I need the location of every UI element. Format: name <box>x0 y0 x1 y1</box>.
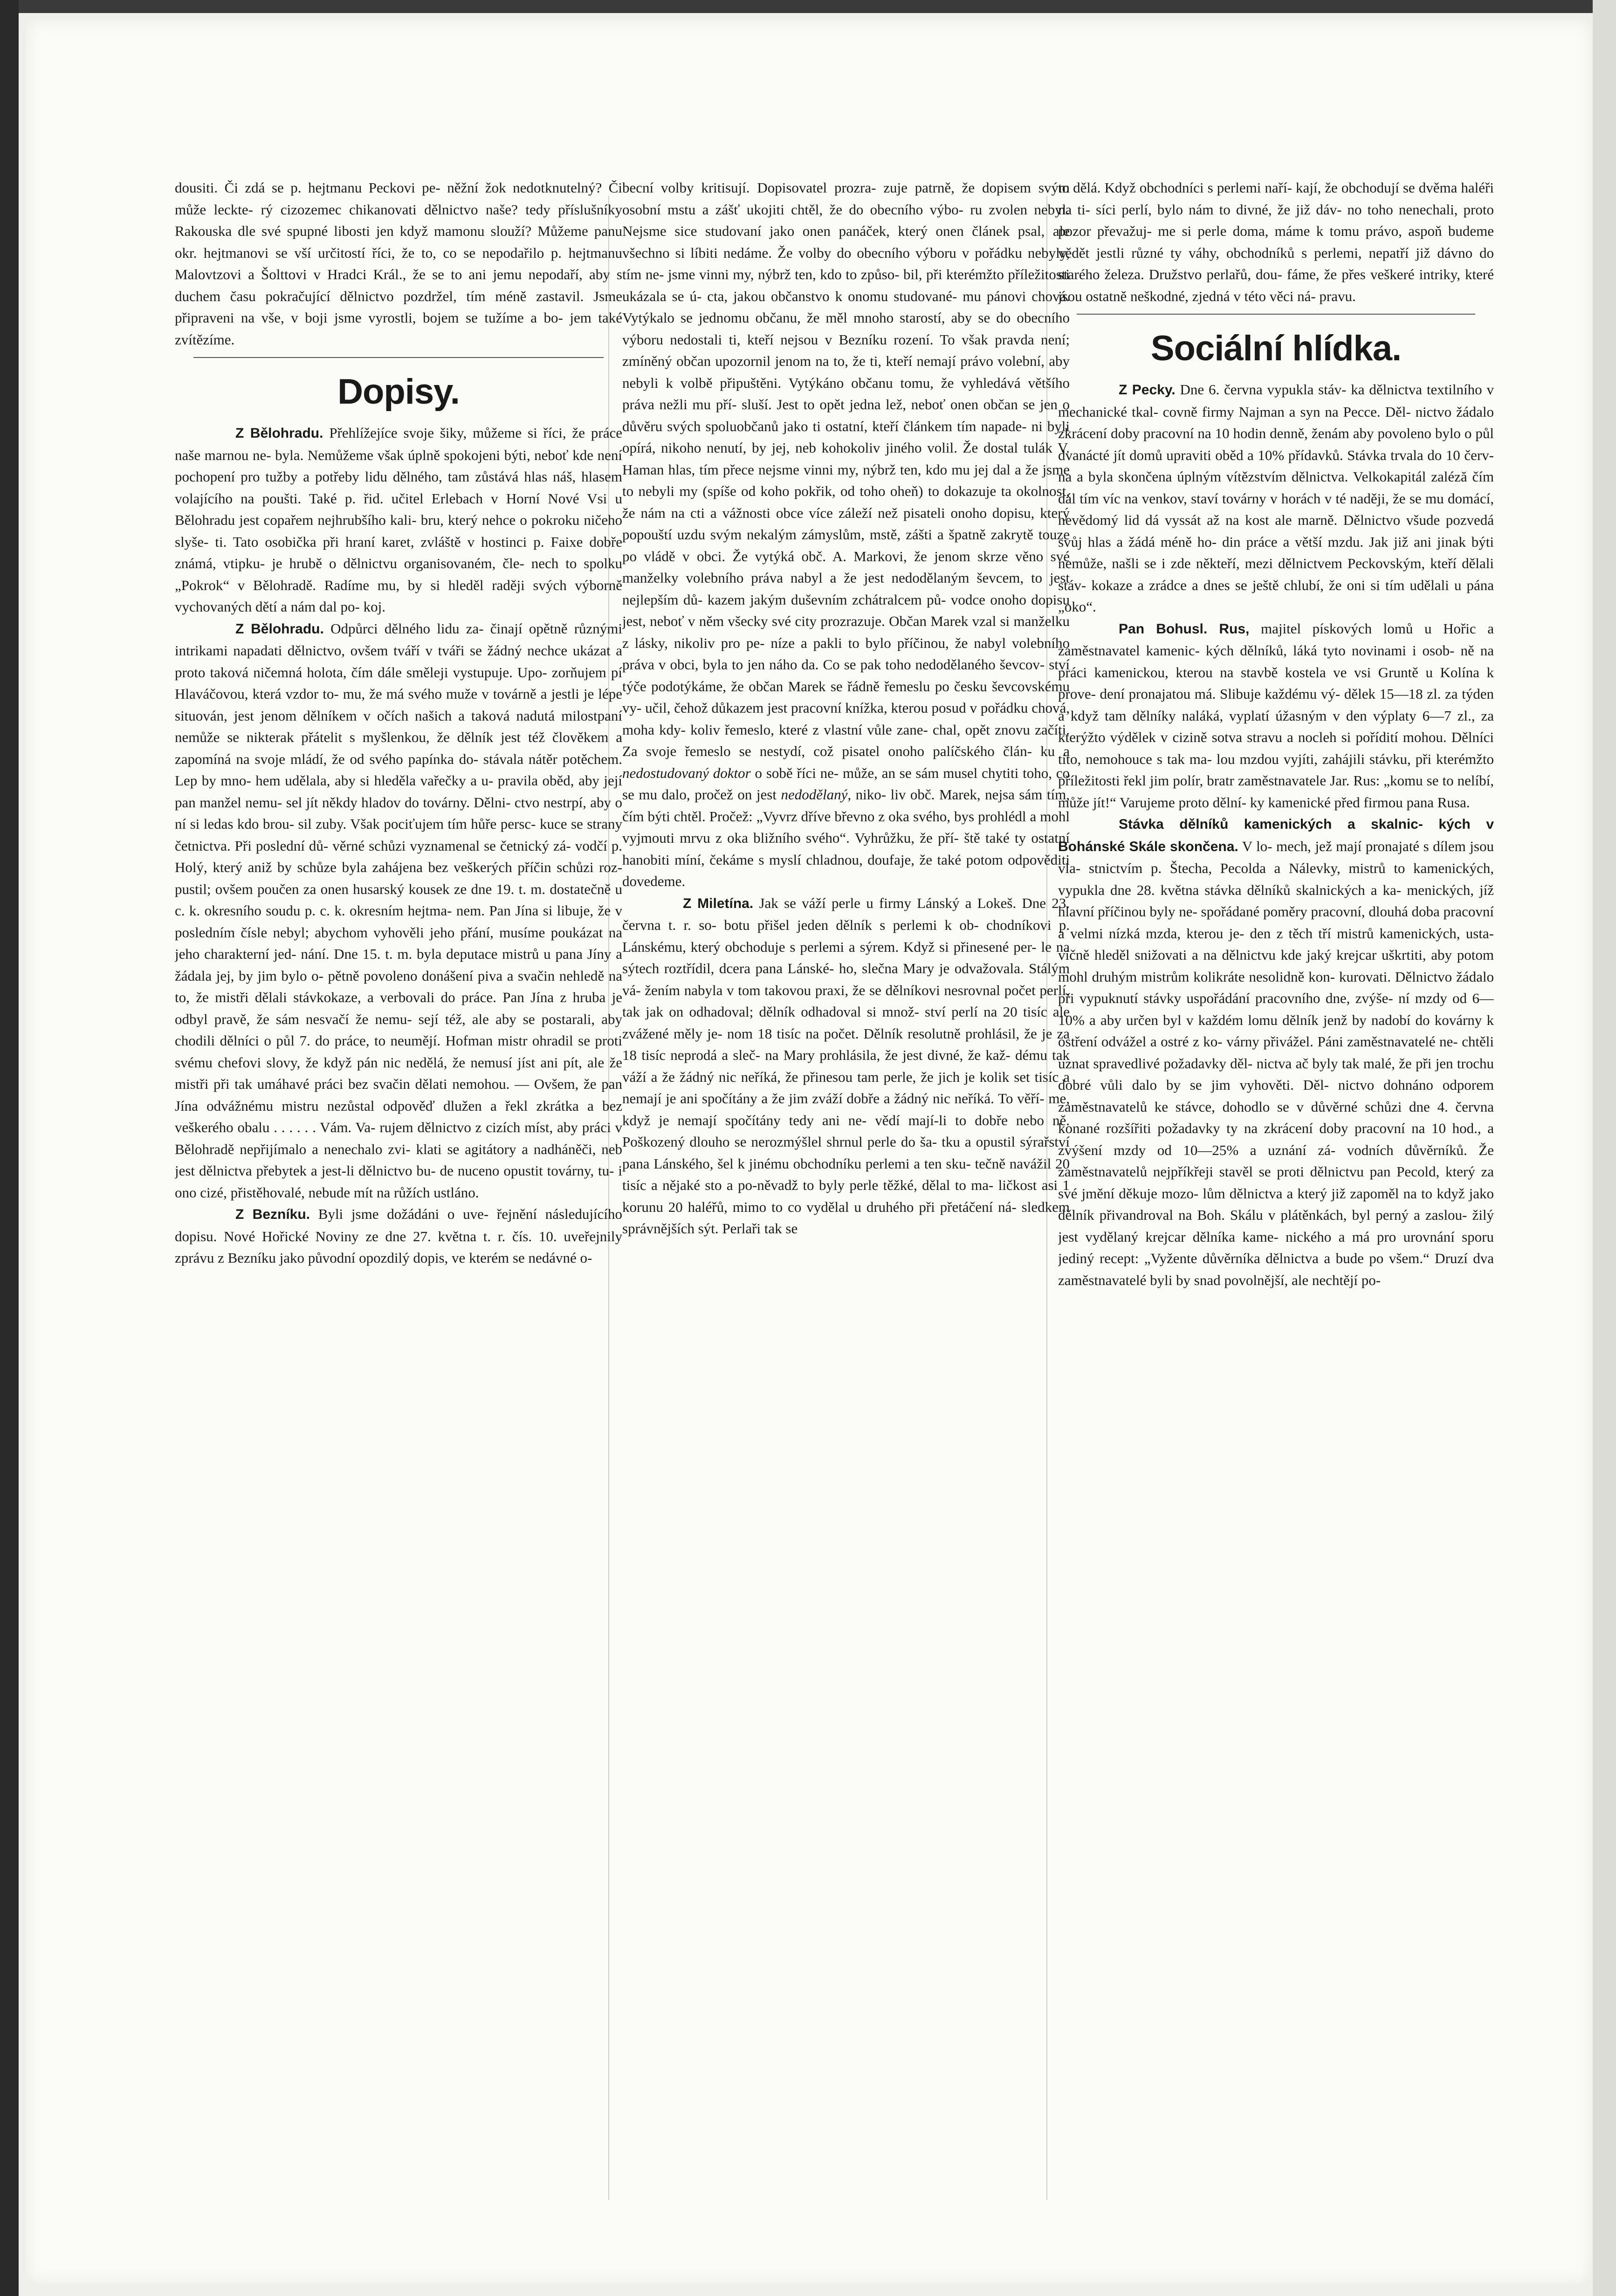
letter-text: Přehlížejíce svoje šiky, můžeme si říci, že práce naše marnou ne- byla. Nemůžeme však úplně spokojeni býti, neboť kde není pochopení pro tužby a potřeby lidu dělného, tam zůstává hlas náš, hlasem volajícího na poušti. Také p. řid. učitel Erlebach v Horní Nové Vsi u Bělohradu jest copařem nejhrubšího kali- bru, který nehce o pokroku ničeho slyše- ti. Tato osobička při hraní karet, zvláště v hostinci p. Faixe dobře známá, vtipku- je hrubě o dělnictvu organisovaném, čle- nech to spolku „Pokrok“ v Bělohradě. Radíme mu, by si hleděl raději svých výborně vychovaných dětí a nám dal po- koj. <box>175 425 622 615</box>
letter-text: o sobě říci ne- může, an se sám musel chytiti toho, co se mu dalo, pročež on jest <box>622 764 1070 803</box>
place-label: Z Pecky. <box>1119 382 1176 398</box>
letter-text: Byli jsme dožádáni o uve- řejnění následujícího dopisu. Nové Hořické Noviny ze dne 27. května t. r. čís. 10. uveřejnily zprávu z Bezníku jako původní opozdilý dopis, ve kterém se nedávné o- <box>175 1206 622 1266</box>
column-2 <box>622 177 1070 2228</box>
letter-text: Odpůrci dělného lidu za- činají opětně různými intrikami napadati dělnictvo, ovšem tváří v tváři se žádný nechce ukázat a proto taková ničemná holota, čím dále směleji vystupuje. Upo- zorňujem pí Hlaváčovou, která vzdor to- mu, že má svého muže v továrně a jestli je lépe situován, jest jenom dělníkem v očích našich a taková nadutá milostpaní nemůže se nikterak přátelit s myšlenkou, že dělník jest též člověkem a zapomíná na svoje mládí, že od svého papínka do- stávala nátěr potěchem. Lep by mno- hem udělala, aby si hleděla vařečky a u- pravila oběd, aby její pan manžel nemu- sel jít někdy hladov do továrny. Dělni- ctvo nestrpí, aby o ní si ledas kdo brou- sil zuby. Však pociťujem tím hůře persc- kuce se strany četnictva. Při poslední dů- věrné schůzi vyznamenal se četnický zá- vodčí p. Holý, který aniž by schůze byla zahájena bez veškerých příčin schůzi roz- pustil; ovšem poučen za onen husarský kousek ze dne 19. t. m. dostatečně u c. k. okresního soudu p. c. k. okresním hejtma- nem. Pan Jína si libuje, že v posledním čísle nebyl; abychom vyhověli jeho přání, musíme poukázat na jeho charakterní jed- nání. Dne 15. t. m. byla deputace mistrů u pana Jíny a žádala jej, by jim bylo o- pětně povoleno donášení piva a svačin nehledě na to, že mistři dělali stávkokaze, a verbovali do práce. Pan Jína z hruba je odbyl pravě, že sám nesvačí že nemu- sejí též, ale aby se postarali, aby chodili dělníci o půl 7. do práce, to neumějí. Hofman mistr ohradil se proti svému chefovi slovy, že když pán nic nedělá, že nemusí jíst ani pít, ale že mistři při tak umáhavé práci bez svačin dělati nemohou. — Ovšem, že pan Jína odvážnému mistru nezůstal odpověď dlužen a řekl zkrátka a bez veškerého obalu . . . . . . Vám. Va- rujem dělnictvo z cizích míst, aby práci v Bělohradě nepřijímalo a nenechalo zvi- klati se agitátory a nadháněči, neb jest dělnictva přebytek a jest-li dělnictvo bu- de nuceno opustit továrny, tu- i ono cizé, přistěhovalé, nebude mít na růžích ustláno. <box>175 620 622 1201</box>
letter-miletin-continued: to dělá. Když obchodníci s perlemi naří- kají, že obchodují se dvěma haléři na ti- síci perlí, bylo nám to divné, že již dáv- no toho nenechali, proto pozor převažuj- me si perle doma, máme k tomu právo, aspoň budeme vědět jestli různé ty váhy, obchodníků s perlemi, nepatří již dávno do starého železa. Družstvo perlařů, dou- fáme, že přes veškeré intriky, které jsou ostatně neškodné, zjedná v této věci ná- pravu. <box>1058 179 1494 304</box>
section-heading-socialni-hlidka: Sociální hlídka. <box>1150 329 1402 368</box>
place-label: Pan Bohusl. Rus, <box>1119 621 1250 637</box>
place-label: Z Bělohradu. <box>235 621 324 637</box>
letter-belohrad-2 <box>175 618 622 1204</box>
report-text: V lo- mech, jež mají pronajaté s dílem jsou vla- stnictvím p. Štecha, Pecolda a Nálevky, mistrů to kamenických, vypukla dne 28. května stávka dělníků skalnických a ka- menických, jíž hlavní příčinou byly ne- spořádané poměry pracovní, dlouhá doba pracovní a velmi nízká mzda, kterou je- den z těch tří mistrů kamenických, usta- vičně hleděl snižovati a na dělnictvu kde jaký krejcar uškrtiti, aby potom mohl druhým mistrům kolikráte nesolidně kon- kurovati. Dělnictvo žádalo při vypuknutí stávky uspořádání pracovního dne, zvýše- ní mzdy od 6—10% a aby určen byl v každém lomu dělník jenž by nadobí do kovárny k ostření odvážel a ostré z ko- várny přivážel. Páni zaměstnavatelé ne- chtěli uznat spravedlivé požadavky děl- nictva ač byly tak malé, že při jen trochu dobré vůli dalo by se jim vyhověti. Děl- nictvo dohnáno odporem zaměstnavatelů ke stávce, dohodlo se v důvěrné schůzi dne 4. června konané rozšířiti požadavky ty na zkrácení doby pracovní na 10 hod., a zvýšení mzdy od 10—25% a uznání zá- vodních důvěrníků. Že zaměstnavatelů nejpříkřeji stavěl se proti dělnictvu pan Pecold, který za své jmění děkuje mozo- lům dělnictva a který již zapoměl na to když jako dělník přivandroval na Boh. Skálu v plátěnkách, byl perný a zaslou- žilý jest vydělaný krejcar dělníka kame- nického a má pro urovnání sporu jediný recept: „Vyžente důvěrníka dělnictva a bude po všem.“ Druzí dva zaměstnavatelé byli by snad povolnější, ale nechtějí po- <box>1058 838 1494 1288</box>
report-pecka <box>1058 379 1494 618</box>
column-1 <box>175 177 622 2228</box>
place-label: Z Miletína. <box>683 895 754 911</box>
section-heading-dopisy: Dopisy. <box>337 372 460 412</box>
report-bohanska-skala <box>1058 813 1494 1291</box>
letter-beznik-continued <box>622 177 1070 893</box>
letter-text: niko- liv obč. Marek, nejsa sám tím, čím býti chtěl. Pročež: „Vyvrz dříve břevno z oka svého, bys prohlédl a mohl vyjmouti mrvu z oka bližního svého“. Vyhrůžku, že pří- ště také ty ostatní hanobiti míní, čekáme s myslí chladnou, doufaje, že také potom odpověditi dovedeme. <box>622 786 1070 889</box>
letter-beznik <box>175 1203 622 1269</box>
place-label: Z Bezníku. <box>235 1207 310 1222</box>
scan-left-edge <box>0 0 19 2296</box>
report-text: Dne 6. června vypukla stáv- ka dělnictva textilního v mechanické tkal- covně firmy Najman a syn na Pecce. Děl- nictvo žádalo zkrácení doby pracovní na 10 hodin denně, ženám aby povoleno bylo o půl dvanácté jít domů upraviti oběd a 10% přídavků. Stávka trvala do 10 červ- na a byla skončena úplným vítězstvím dělnictva. Velkokapitál zaléză čím dál tím víc na venkov, staví továrny v horách v té naději, že se mu domácí, nevědomý lid dá vyssát až na kost ale marně. Dělnictvo všude pozvedá svůj hlas a žádá méně ho- din práce a větší mzdu. Jak již ani jinak býti nemůže, našli se i zde někteří, mezi dělnictvem Peckovským, kteří dělali stáv- kokaze a zrádce a dnes se ještě chlubí, že oni si tím udělali u pána „oko“. <box>1058 381 1494 615</box>
newspaper-page <box>26 19 1592 2284</box>
scan-right-edge <box>1593 0 1616 2296</box>
scan-top-edge <box>0 0 1616 13</box>
section-rule <box>1077 314 1475 315</box>
letter-miletin <box>622 893 1070 1240</box>
report-text: majitel pískových lomů u Hořic a zaměstnavatel kamenic- kých dělníků, láká tyto novinami i osob- ně na práci kamenickou, kterou na stavbě kostela ve vsi Gruntě u Kolína k prove- dení pronajatou má. Slibuje každému vý- dělek 15—18 zl. za týden a když tam dělníky naláká, vyplatí úžasným v den výplaty 6—7 zl., za kterýžto výdělek v cizině sotva stravu a nocleh si pořídití mohou. Dělníci tito, nemohouce s tak ma- lou mzdou vyjíti, zahájili stávku, při kterémžto příležitosti řekl jim polír, bratr zaměstnavatele Jar. Rus: „komu se to nelíbí, může jít!“ Varujeme proto dělní- ky kamenické před firmou pana Rusa. <box>1058 620 1494 811</box>
letter-belohrad-1 <box>175 422 622 618</box>
column-3 <box>1058 177 1494 2228</box>
subheading: Stávka dělníků kamenických a skalnic- kých v Bohánské Skále skončena. <box>1058 817 1494 854</box>
article-continuation: dousiti. Či zdá se p. hejtmanu Peckovi pe- něžní žok nedotknutelný? Či může leckte- rý cizozemec chikanovati dělnictvo naše? tedy příslušníky Rakouska dle své spupné libosti jen když mamonu slouží? Můžeme panu okr. hejtmanovi se vší určitostí říci, že to, co se nepodařilo p. hejtmanu Malovtzovi a Šolttovi v Hradci Král., že se to ani jemu nepodaří, aby s duchem času pokračující dělnictvo pozdržel, tím méně zastavil. Jsme připraveni na vše, v boji jsme vyrostli, bojem se tužíme a bo- jem také zvítězíme. <box>175 179 622 348</box>
emphasis-text: nedostudovaný doktor <box>622 764 751 781</box>
letter-text: becní volby kritisují. Dopisovatel prozra- zuje patrně, že dopisem svým osobní mstu a zášť ukojiti chtěl, že do obecního výbo- ru zvolen nebyl. Nejsme sice studovaní jako onen panáček, který onen článek psal, ale všechno si líbiti nedáme. Že volby do obecního výboru v pořádku nebyly, tím ne- jsme vinni my, nýbrž ten, kdo to způso- bil, při kterémžto příležitosti ukázala se ú- cta, jakou občanstvo k onomu studované- mu pánovi chová. Vytýkalo se jednomu občanu, že měl mnoho starostí, aby se do obecního výboru nedostali ti, kteří nejsou v Bezníku rození. To však pravda není; zmíněný občan upozornil jenom na to, že ti, kteří nemají právo volební, aby nebyli k volbě připuštěni. Vytýkáno občanu tomu, že vyhledává většího práva nežli mu pří- sluší. Jest to opět jedna lež, neboť onen občan se jen o důvěru svých spoluobčanů jako ti ostatní, kteří článkem tím napade- ni byli opírá, nikoho nenutí, by jej, neb kohokoliv jiného volil. Že dostal tulák V. Haman hlas, tím přece nejsme vinni my, nýbrž ten, kdo mu jej dal a že jsme to nebyli my (spíše od koho pokřik, od toho oheň) to dokazuje ta okolnost, že nám na cti a vážnosti obce více záleží než pisateli onoho dopisu, který popouští uzdu svým nekalým zámyslům, mstě, zášti a špatně zakrytě touze po vládě v obci. Že vytýká obč. A. Markovi, že jenom skrze věno své manželky volebního práva nabyl a že jest nedodělaným ševcem, to jest nejlepším dů- kazem jakým duševním zchátralcem pů- vodce onoho dopisu jest, neboť v něm všecky své city prozrazuje. Občan Marek vzal si manželku z lásky, nikoliv pro pe- níze a pakli to bylo příčinou, že nabyl volebního práva v obci, byla to jen náho da. Co se pak toho nedodělaného ševcov- ství týče podotýkáme, že občan Marek se řádně řemeslu po česku ševcovskému vy- učil, čehož důkazem jest pracovní knížka, kterou posud v pořádku chová, moha kdy- koliv řemeslo, které z vlastní vůle zane- chal, opět znovu začíti. Za svoje řemeslo se nestydí, což pisatel onoho palíčského člán- ku a <box>622 179 1070 759</box>
emphasis-text: nedodělaný, <box>781 786 852 803</box>
report-rus <box>1058 618 1494 814</box>
section-rule <box>193 357 604 358</box>
place-label: Z Bělohradu. <box>235 426 323 441</box>
letter-text: Jak se váží perle u firmy Lánský a Lokeš. Dne 23. června t. r. so- botu přišel jeden dělník s perlemi k ob- chodníkovi p. Lánskému, který obchoduje s perlemi a sýrem. Když si přinesené per- le na sýtech roztřídil, dcera pana Lánské- ho, slečna Mary je odvažovala. Stálým vá- žením nabyla v tom takovou praxi, že se dělníkovi nesrovnal počet perlí, tak jak on odhadoval; dělník odhadoval si množ- ství perlí na 20 tisíc ale zvážené měly je- nom 18 tisíc na počet. Dělník resolutně prohlásil, že je za 18 tisíc neprodá a sleč- na Mary prohlásila, že jest divné, že kaž- dému tak váží a že žádný nic neříká, že přinesou tam perle, že jich je kolik set tisíc a nemají je ani spočítány a že jim zváží dobře a žádný nic neříká. To věří- me, když je nemají spočítány tedy ani ne- vědí mají-li to dobře nebo ně. Poškozený dlouho se nerozmýšlel shrnul perle do ša- tku a opustil sýrařství pana Lánského, šel k jinému obchodníku perlemi a ten sku- tečně navážil 20 tisíc a nějaké sto a po-něvadž to byly perle těžké, dělal to ma- ličkost asi 1 korunu 20 haléřů, mimo to co vydělal u druhého při přetáčení ná- sledkem správnějších sýt. Perlaři tak se <box>622 894 1070 1237</box>
